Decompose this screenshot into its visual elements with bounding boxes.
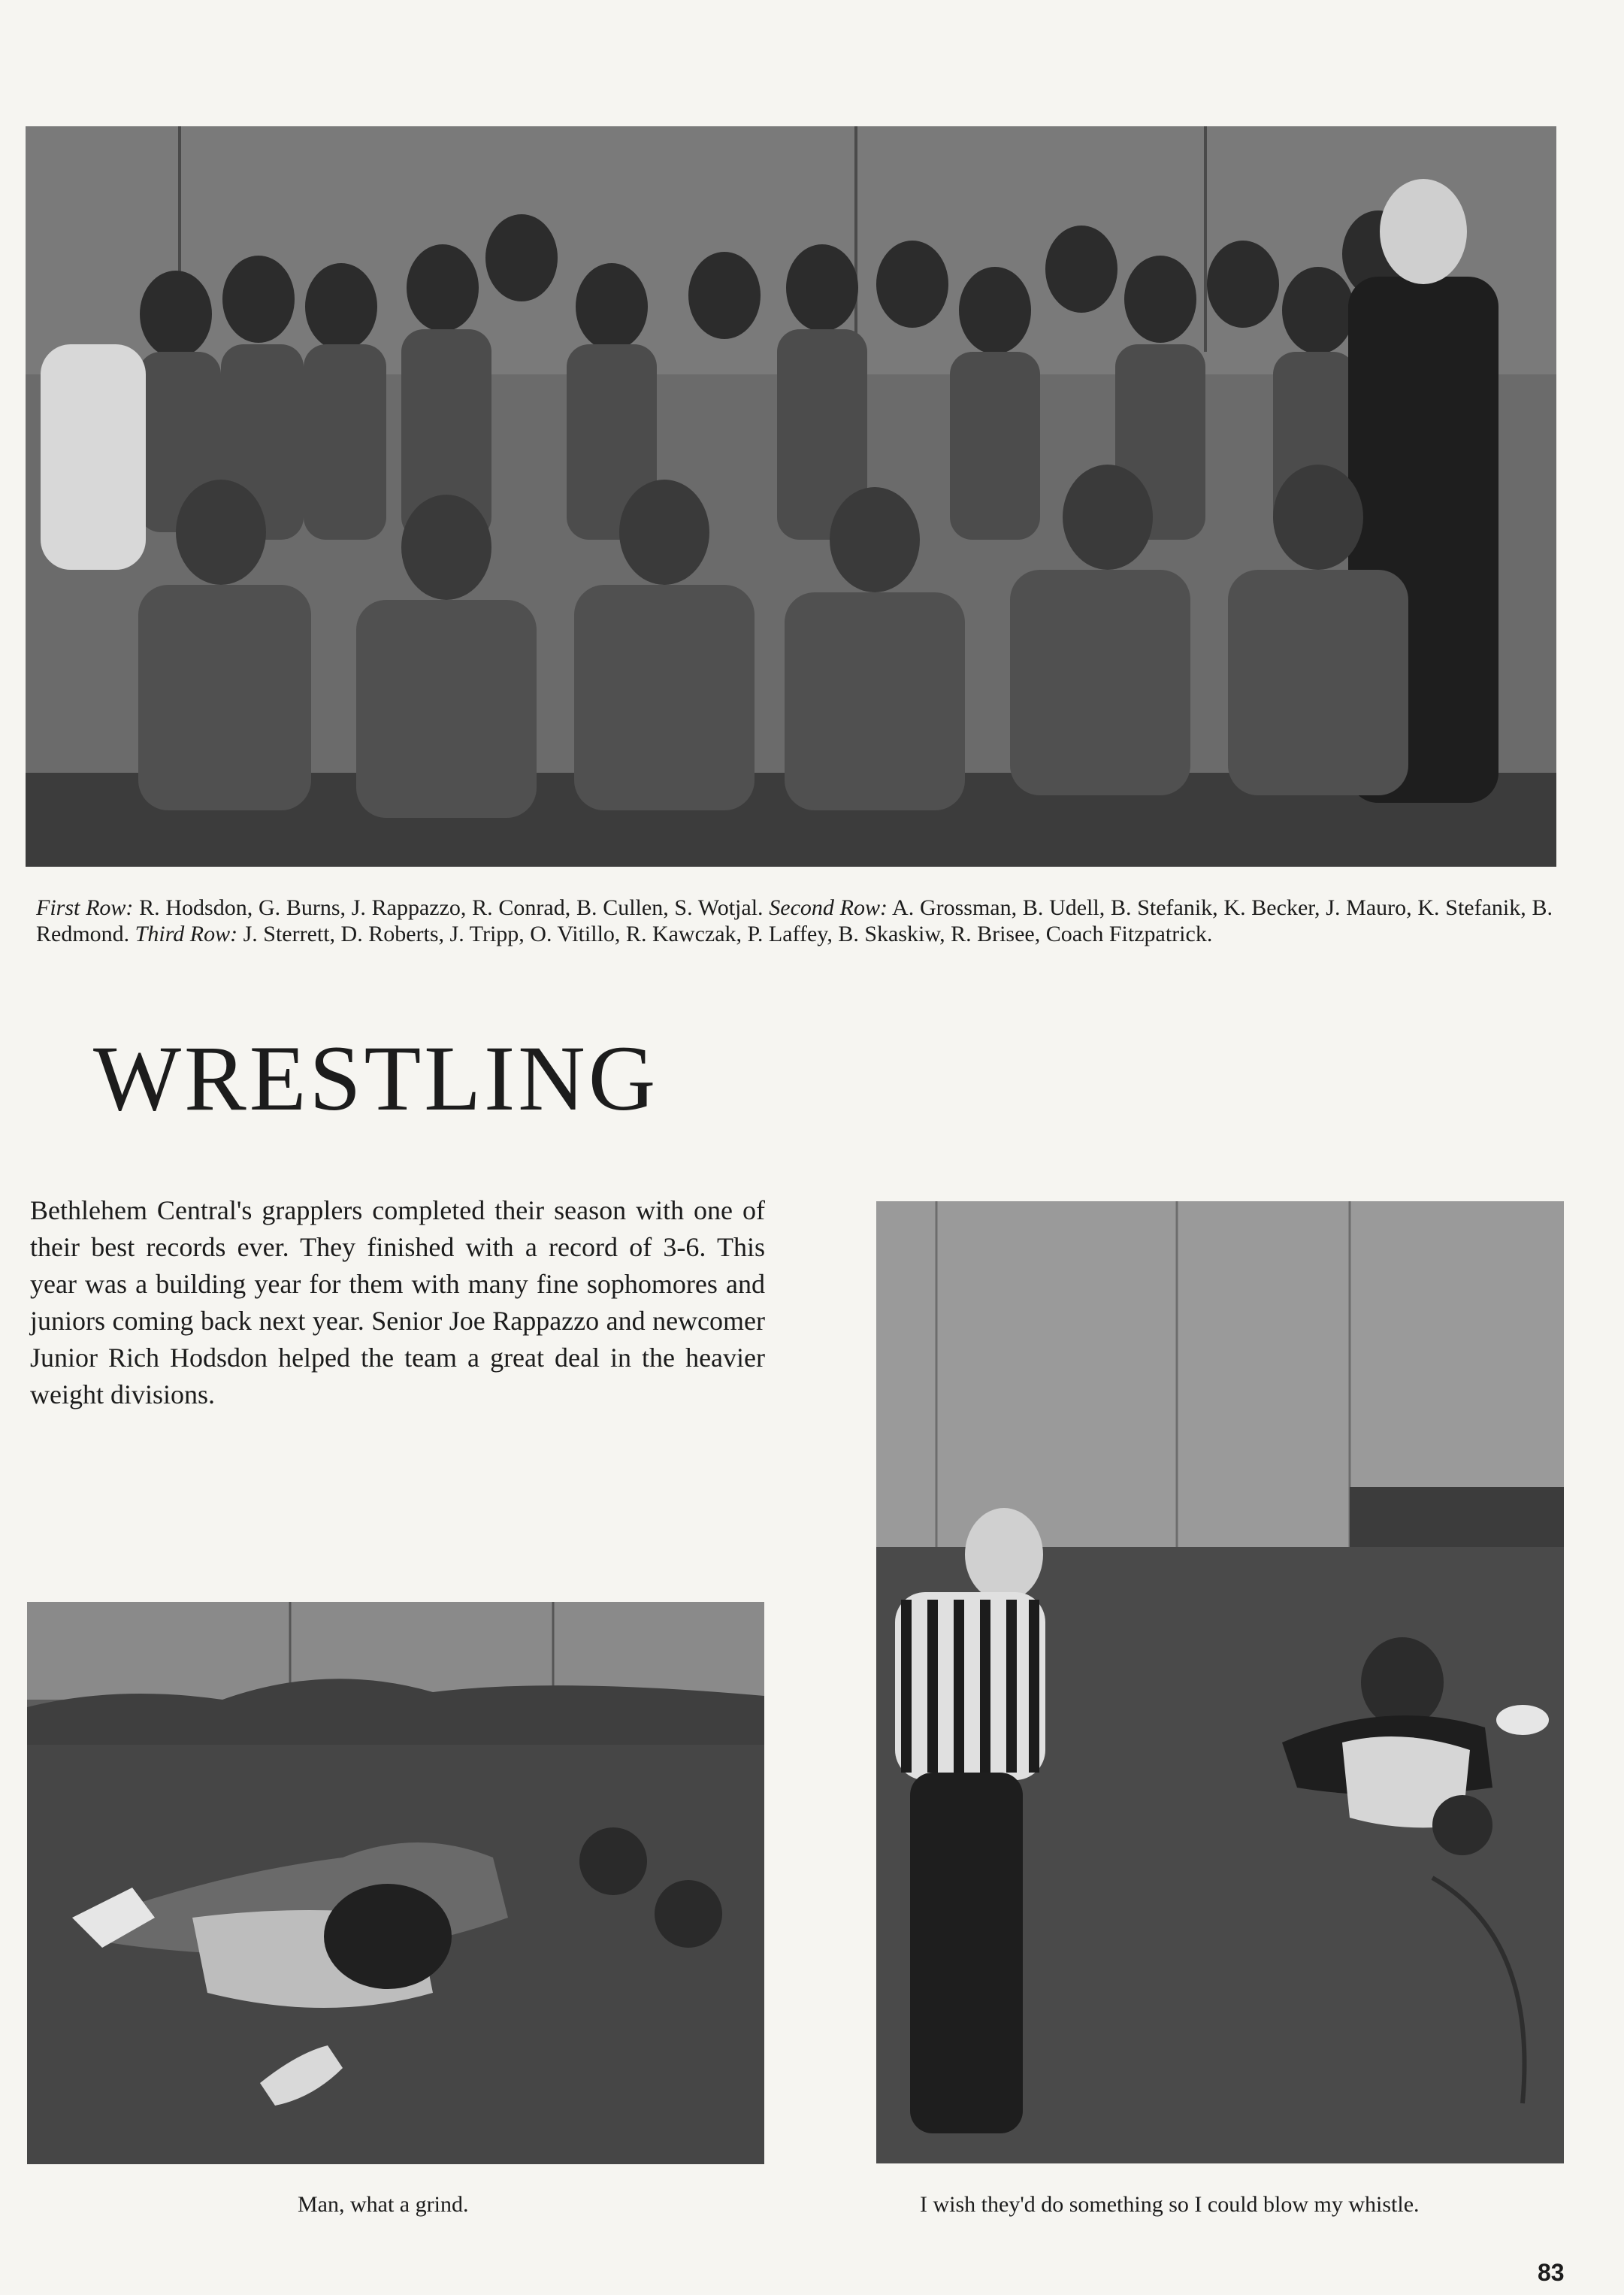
team-photo bbox=[26, 126, 1556, 867]
wrestling-match-photo bbox=[27, 1602, 764, 2164]
section-title: WRESTLING bbox=[93, 1027, 659, 1130]
team-roster-caption bbox=[36, 895, 1553, 947]
third-row-names: J. Sterrett, D. Roberts, J. Tripp, O. Vitillo, R. Kawczak, P. Laffey, B. Skaskiw, R. Brisee, Coach Fitzpatrick. bbox=[237, 922, 1213, 946]
referee-photo bbox=[876, 1201, 1564, 2163]
second-row-label: Second Row: bbox=[769, 895, 888, 920]
first-row-names: R. Hodsdon, G. Burns, J. Rappazzo, R. Conrad, B. Cullen, S. Wotjal. bbox=[133, 895, 770, 920]
referee-caption: I wish they'd do something so I could blow my whistle. bbox=[920, 2192, 1420, 2217]
referee-image bbox=[876, 1201, 1564, 2163]
wrestling-match-caption: Man, what a grind. bbox=[298, 2192, 469, 2217]
team-photo-image bbox=[26, 126, 1556, 867]
wrestling-match-image bbox=[27, 1602, 764, 2164]
third-row-label: Third Row: bbox=[135, 922, 238, 946]
page-number: 83 bbox=[1538, 2259, 1565, 2286]
article-body: Bethlehem Central's grapplers completed their season with one of their best records ever. They finished with a record of 3-6. This year was a building year for them with many fine sophomores and juniors coming back next year. Senior Joe Rappazzo and newcomer Junior Rich Hodsdon helped the team a great deal in the heavier weight divisions. bbox=[30, 1195, 765, 1409]
first-row-label: First Row: bbox=[36, 895, 134, 920]
second-row-names: A. Grossman, B. Udell, B. Stefanik, K. Becker, J. Mauro, K. Stefanik, B. Redmond. bbox=[36, 895, 1553, 946]
